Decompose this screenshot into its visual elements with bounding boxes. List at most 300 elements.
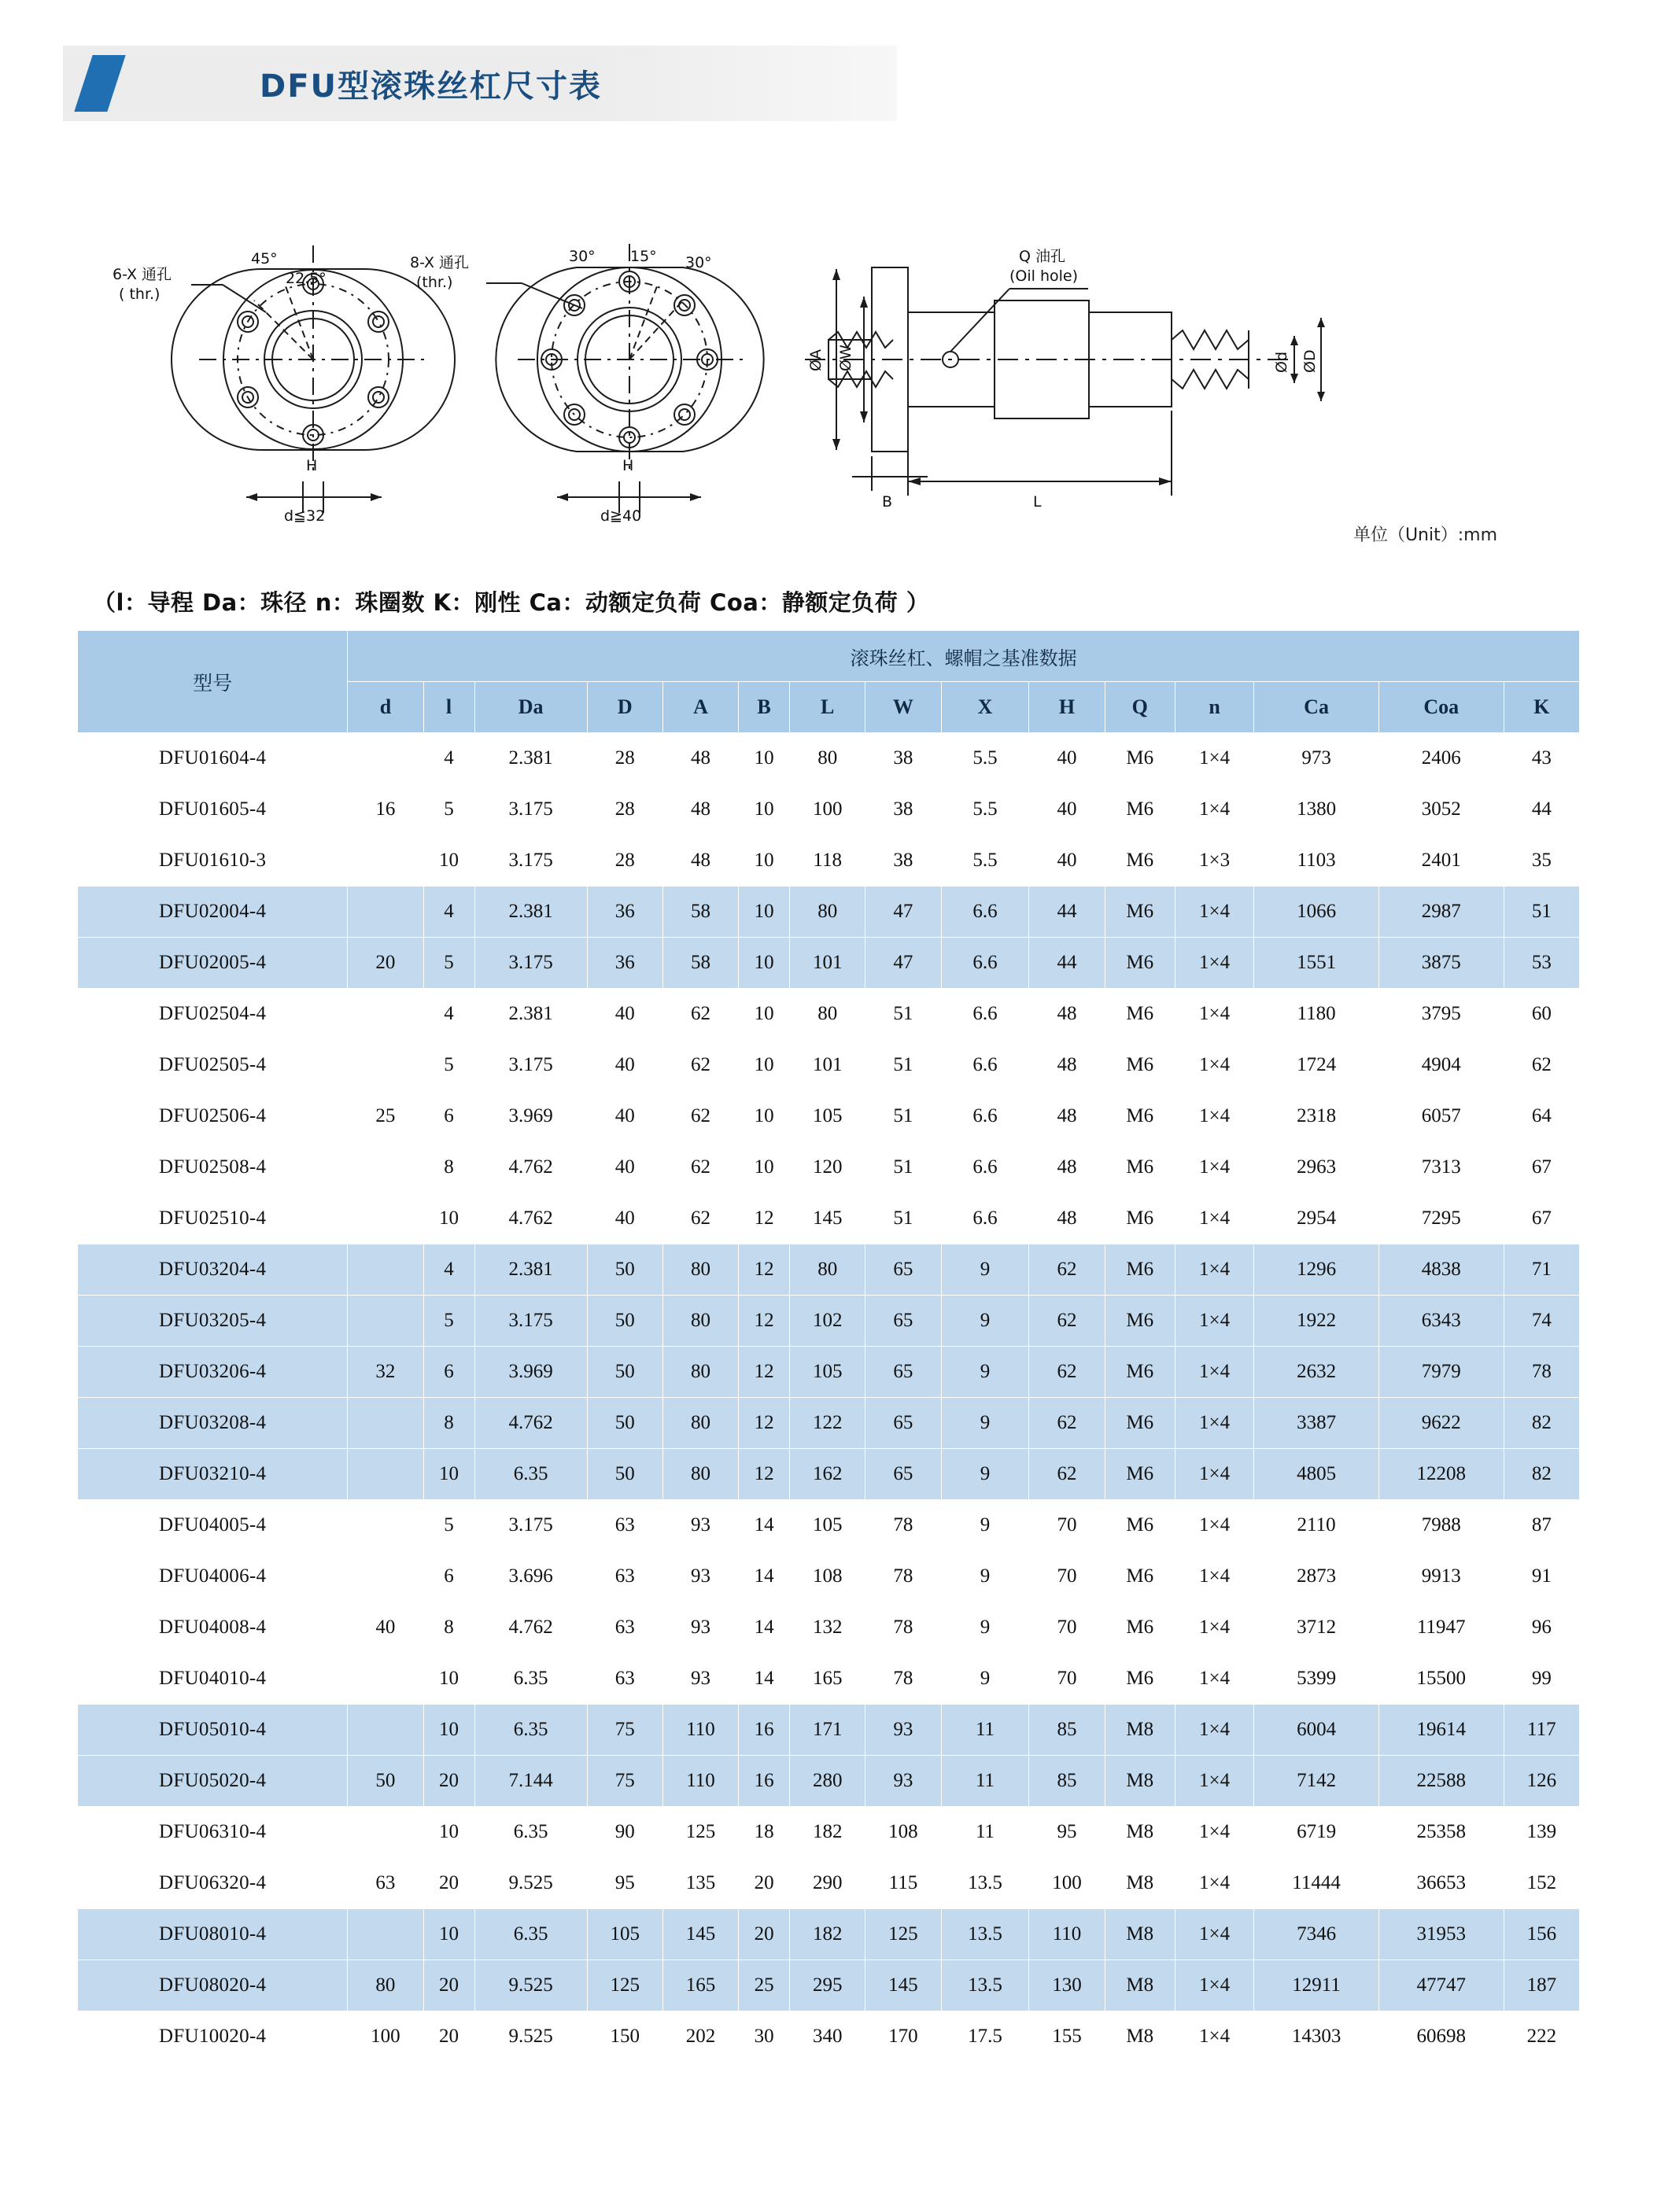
- cell-L: 165: [790, 1653, 865, 1705]
- cell-H: 62: [1029, 1449, 1105, 1500]
- cell-X: 11: [941, 1807, 1029, 1858]
- cell-A: 58: [662, 887, 738, 938]
- cell-L: 105: [790, 1347, 865, 1398]
- cell-A: 110: [662, 1756, 738, 1807]
- cell-K: 60: [1504, 989, 1579, 1040]
- table-row: [78, 1244, 1580, 1296]
- cell-model: DFU03205-4: [78, 1296, 348, 1347]
- cell-X: 6.6: [941, 887, 1029, 938]
- cell-W: 47: [865, 887, 941, 938]
- cell-K: 187: [1504, 1960, 1579, 2011]
- cell-D: 63: [587, 1602, 662, 1653]
- cell-A: 48: [662, 733, 738, 784]
- cell-K: 35: [1504, 835, 1579, 887]
- cell-H: 48: [1029, 1091, 1105, 1142]
- cell-B: 16: [739, 1756, 790, 1807]
- table-row: [78, 1705, 1580, 1756]
- cell-X: 9: [941, 1398, 1029, 1449]
- cell-Ca: 1180: [1254, 989, 1379, 1040]
- cell-L: 80: [790, 989, 865, 1040]
- table-row: [78, 1347, 1580, 1398]
- unit-note: 单位（Unit）:mm: [1353, 525, 1497, 545]
- cell-K: 74: [1504, 1296, 1579, 1347]
- cell-Q: M6: [1105, 1602, 1175, 1653]
- cell-A: 80: [662, 1244, 738, 1296]
- cell-Da: 9.525: [474, 1960, 587, 2011]
- cell-B: 14: [739, 1653, 790, 1705]
- cell-Coa: 7313: [1378, 1142, 1504, 1193]
- cell-H: 95: [1029, 1807, 1105, 1858]
- cell-l: 10: [423, 1653, 474, 1705]
- table-row: [78, 887, 1580, 938]
- cell-Da: 4.762: [474, 1193, 587, 1244]
- cell-B: 12: [739, 1398, 790, 1449]
- table-row: [78, 1653, 1580, 1705]
- technical-drawing: [97, 151, 1560, 568]
- cell-B: 20: [739, 1858, 790, 1909]
- cell-d: [348, 1244, 423, 1296]
- cell-Da: 6.35: [474, 1909, 587, 1960]
- cell-X: 13.5: [941, 1909, 1029, 1960]
- cell-W: 65: [865, 1347, 941, 1398]
- table-row: [78, 1091, 1580, 1142]
- cell-Ca: 3712: [1254, 1602, 1379, 1653]
- cell-W: 93: [865, 1756, 941, 1807]
- cell-X: 5.5: [941, 733, 1029, 784]
- cell-L: 108: [790, 1551, 865, 1602]
- cell-Da: 7.144: [474, 1756, 587, 1807]
- table-row: [78, 1500, 1580, 1551]
- cell-Coa: 7979: [1378, 1347, 1504, 1398]
- cell-Ca: 5399: [1254, 1653, 1379, 1705]
- cell-Da: 3.175: [474, 1500, 587, 1551]
- cell-K: 82: [1504, 1449, 1579, 1500]
- cell-Coa: 25358: [1378, 1807, 1504, 1858]
- label-dia-W: ØW: [837, 345, 854, 371]
- cell-Coa: 3875: [1378, 938, 1504, 989]
- cell-model: DFU01604-4: [78, 733, 348, 784]
- cell-D: 40: [587, 1193, 662, 1244]
- cell-X: 11: [941, 1756, 1029, 1807]
- cell-A: 80: [662, 1296, 738, 1347]
- cell-n: 1×4: [1175, 1602, 1253, 1653]
- cell-Ca: 2963: [1254, 1142, 1379, 1193]
- label-dia-D: ØD: [1301, 349, 1319, 373]
- cell-model: DFU05010-4: [78, 1705, 348, 1756]
- cell-H: 48: [1029, 1193, 1105, 1244]
- cell-Ca: 1380: [1254, 784, 1379, 835]
- cell-W: 51: [865, 1040, 941, 1091]
- cell-H: 40: [1029, 733, 1105, 784]
- cell-K: 87: [1504, 1500, 1579, 1551]
- cell-K: 43: [1504, 733, 1579, 784]
- cell-Da: 4.762: [474, 1142, 587, 1193]
- cell-Ca: 1103: [1254, 835, 1379, 887]
- cell-Ca: 14303: [1254, 2011, 1379, 2063]
- cell-d: [348, 1653, 423, 1705]
- cell-l: 10: [423, 1193, 474, 1244]
- table-head: [78, 631, 1580, 733]
- label-angle-30a: 30°: [569, 248, 596, 265]
- cell-n: 1×3: [1175, 835, 1253, 887]
- cell-Q: M6: [1105, 835, 1175, 887]
- cell-l: 4: [423, 887, 474, 938]
- label-angle-15: 15°: [630, 248, 657, 265]
- cell-B: 12: [739, 1296, 790, 1347]
- cell-D: 50: [587, 1449, 662, 1500]
- cell-Da: 4.762: [474, 1398, 587, 1449]
- cell-L: 132: [790, 1602, 865, 1653]
- cell-Q: M8: [1105, 1909, 1175, 1960]
- cell-l: 5: [423, 1500, 474, 1551]
- cell-model: DFU10020-4: [78, 2011, 348, 2063]
- cell-l: 6: [423, 1551, 474, 1602]
- cell-model: DFU01610-3: [78, 835, 348, 887]
- cell-W: 65: [865, 1244, 941, 1296]
- cell-Ca: 2632: [1254, 1347, 1379, 1398]
- cell-K: 71: [1504, 1244, 1579, 1296]
- cell-d: [348, 1705, 423, 1756]
- cell-model: DFU02505-4: [78, 1040, 348, 1091]
- col-Coa: Coa: [1378, 682, 1504, 733]
- cell-Da: 3.969: [474, 1347, 587, 1398]
- cell-A: 62: [662, 989, 738, 1040]
- table-row: [78, 1296, 1580, 1347]
- cell-model: DFU04008-4: [78, 1602, 348, 1653]
- label-angle-30b: 30°: [685, 254, 712, 271]
- cell-Coa: 47747: [1378, 1960, 1504, 2011]
- label-angle-45: 45°: [251, 250, 278, 267]
- cell-A: 48: [662, 835, 738, 887]
- cell-n: 1×4: [1175, 1244, 1253, 1296]
- cell-H: 62: [1029, 1398, 1105, 1449]
- cell-d: [348, 835, 423, 887]
- cell-n: 1×4: [1175, 887, 1253, 938]
- cell-W: 170: [865, 2011, 941, 2063]
- cell-D: 50: [587, 1296, 662, 1347]
- cell-l: 4: [423, 733, 474, 784]
- cell-L: 101: [790, 938, 865, 989]
- cell-Q: M6: [1105, 1193, 1175, 1244]
- cell-Ca: 12911: [1254, 1960, 1379, 2011]
- cell-Coa: 12208: [1378, 1449, 1504, 1500]
- table-row: [78, 1960, 1580, 2011]
- cell-Q: M6: [1105, 1347, 1175, 1398]
- cell-n: 1×4: [1175, 1705, 1253, 1756]
- cell-Da: 2.381: [474, 887, 587, 938]
- cell-H: 85: [1029, 1705, 1105, 1756]
- cell-Ca: 2954: [1254, 1193, 1379, 1244]
- cell-W: 65: [865, 1296, 941, 1347]
- cell-A: 80: [662, 1398, 738, 1449]
- cell-W: 93: [865, 1705, 941, 1756]
- cell-Da: 2.381: [474, 1244, 587, 1296]
- cell-L: 100: [790, 784, 865, 835]
- cell-H: 44: [1029, 938, 1105, 989]
- cell-X: 9: [941, 1449, 1029, 1500]
- table-row: [78, 938, 1580, 989]
- cell-L: 122: [790, 1398, 865, 1449]
- cell-L: 120: [790, 1142, 865, 1193]
- cell-Da: 2.381: [474, 733, 587, 784]
- cell-D: 105: [587, 1909, 662, 1960]
- cell-X: 6.6: [941, 1193, 1029, 1244]
- header-data-group: 滚珠丝杠、螺帽之基准数据: [348, 631, 1580, 682]
- col-L: L: [790, 682, 865, 733]
- cell-X: 6.6: [941, 1091, 1029, 1142]
- cell-B: 14: [739, 1602, 790, 1653]
- cell-Da: 6.35: [474, 1653, 587, 1705]
- document-page: [0, 46, 1657, 2212]
- cell-model: DFU05020-4: [78, 1756, 348, 1807]
- cell-Coa: 60698: [1378, 2011, 1504, 2063]
- cell-X: 5.5: [941, 835, 1029, 887]
- cell-W: 125: [865, 1909, 941, 1960]
- cell-D: 40: [587, 1040, 662, 1091]
- cell-model: DFU03204-4: [78, 1244, 348, 1296]
- table-row: [78, 1398, 1580, 1449]
- cell-B: 12: [739, 1244, 790, 1296]
- cell-D: 63: [587, 1653, 662, 1705]
- col-Ca: Ca: [1254, 682, 1379, 733]
- cell-D: 63: [587, 1500, 662, 1551]
- cell-W: 78: [865, 1551, 941, 1602]
- table-row: [78, 1602, 1580, 1653]
- cell-Ca: 11444: [1254, 1858, 1379, 1909]
- cell-K: 51: [1504, 887, 1579, 938]
- col-A: A: [662, 682, 738, 733]
- cell-B: 10: [739, 733, 790, 784]
- cell-l: 4: [423, 1244, 474, 1296]
- cell-Q: M8: [1105, 1807, 1175, 1858]
- table-row: [78, 1807, 1580, 1858]
- cell-l: 5: [423, 784, 474, 835]
- cell-d: [348, 1449, 423, 1500]
- cell-d: [348, 733, 423, 784]
- cell-Ca: 6719: [1254, 1807, 1379, 1858]
- cell-Q: M6: [1105, 1244, 1175, 1296]
- cell-B: 25: [739, 1960, 790, 2011]
- cell-l: 10: [423, 835, 474, 887]
- cell-B: 10: [739, 1142, 790, 1193]
- cell-model: DFU06320-4: [78, 1858, 348, 1909]
- cell-n: 1×4: [1175, 1449, 1253, 1500]
- cell-D: 75: [587, 1756, 662, 1807]
- cell-Q: M8: [1105, 1756, 1175, 1807]
- cell-Da: 3.175: [474, 835, 587, 887]
- cell-H: 70: [1029, 1551, 1105, 1602]
- cell-X: 9: [941, 1551, 1029, 1602]
- cell-H: 48: [1029, 1142, 1105, 1193]
- cell-Ca: 6004: [1254, 1705, 1379, 1756]
- cell-n: 1×4: [1175, 2011, 1253, 2063]
- cell-L: 162: [790, 1449, 865, 1500]
- cell-l: 20: [423, 1858, 474, 1909]
- cell-n: 1×4: [1175, 1653, 1253, 1705]
- cell-Coa: 9913: [1378, 1551, 1504, 1602]
- cell-D: 28: [587, 733, 662, 784]
- cell-d: 100: [348, 2011, 423, 2063]
- cell-A: 110: [662, 1705, 738, 1756]
- cell-B: 12: [739, 1449, 790, 1500]
- cell-n: 1×4: [1175, 1193, 1253, 1244]
- table-row: [78, 784, 1580, 835]
- cell-l: 6: [423, 1091, 474, 1142]
- cell-model: DFU03206-4: [78, 1347, 348, 1398]
- cell-d: 63: [348, 1858, 423, 1909]
- cell-L: 340: [790, 2011, 865, 2063]
- cell-Q: M6: [1105, 1653, 1175, 1705]
- cell-W: 65: [865, 1449, 941, 1500]
- col-n: n: [1175, 682, 1253, 733]
- cell-X: 6.6: [941, 1040, 1029, 1091]
- cell-d: [348, 1142, 423, 1193]
- cell-l: 6: [423, 1347, 474, 1398]
- table-row: [78, 1449, 1580, 1500]
- cell-Ca: 1551: [1254, 938, 1379, 989]
- cell-K: 53: [1504, 938, 1579, 989]
- cell-K: 64: [1504, 1091, 1579, 1142]
- cell-A: 165: [662, 1960, 738, 2011]
- cell-D: 95: [587, 1858, 662, 1909]
- cell-d: [348, 1909, 423, 1960]
- cell-D: 40: [587, 989, 662, 1040]
- cell-Da: 4.762: [474, 1602, 587, 1653]
- cell-B: 10: [739, 1091, 790, 1142]
- cell-Q: M6: [1105, 1296, 1175, 1347]
- cell-A: 48: [662, 784, 738, 835]
- cell-A: 93: [662, 1500, 738, 1551]
- cell-n: 1×4: [1175, 1756, 1253, 1807]
- cell-W: 78: [865, 1602, 941, 1653]
- cell-H: 155: [1029, 2011, 1105, 2063]
- cell-n: 1×4: [1175, 1091, 1253, 1142]
- cell-B: 10: [739, 989, 790, 1040]
- cell-Coa: 2406: [1378, 733, 1504, 784]
- cell-X: 5.5: [941, 784, 1029, 835]
- cell-Coa: 19614: [1378, 1705, 1504, 1756]
- cell-H: 48: [1029, 1040, 1105, 1091]
- cell-A: 93: [662, 1551, 738, 1602]
- cell-model: DFU02504-4: [78, 989, 348, 1040]
- cell-l: 8: [423, 1602, 474, 1653]
- cell-K: 117: [1504, 1705, 1579, 1756]
- cell-X: 13.5: [941, 1960, 1029, 2011]
- cell-model: DFU04005-4: [78, 1500, 348, 1551]
- cell-Q: M8: [1105, 1960, 1175, 2011]
- cell-X: 9: [941, 1653, 1029, 1705]
- cell-D: 50: [587, 1244, 662, 1296]
- cell-W: 115: [865, 1858, 941, 1909]
- label-angle-22-5: 22.5°: [286, 270, 327, 287]
- cell-n: 1×4: [1175, 1347, 1253, 1398]
- cell-model: DFU03210-4: [78, 1449, 348, 1500]
- cell-Q: M6: [1105, 938, 1175, 989]
- cell-K: 67: [1504, 1142, 1579, 1193]
- cell-Ca: 7346: [1254, 1909, 1379, 1960]
- cell-L: 80: [790, 1244, 865, 1296]
- cell-X: 6.6: [941, 989, 1029, 1040]
- col-d: d: [348, 682, 423, 733]
- cell-d: [348, 1040, 423, 1091]
- cell-d: 20: [348, 938, 423, 989]
- cell-B: 10: [739, 835, 790, 887]
- cell-model: DFU04006-4: [78, 1551, 348, 1602]
- cell-H: 85: [1029, 1756, 1105, 1807]
- cell-l: 5: [423, 1040, 474, 1091]
- cell-Da: 9.525: [474, 2011, 587, 2063]
- cell-W: 51: [865, 1142, 941, 1193]
- cell-L: 182: [790, 1807, 865, 1858]
- cell-model: DFU03208-4: [78, 1398, 348, 1449]
- cell-K: 67: [1504, 1193, 1579, 1244]
- cell-L: 80: [790, 887, 865, 938]
- cell-l: 4: [423, 989, 474, 1040]
- cell-A: 62: [662, 1142, 738, 1193]
- cell-Q: M6: [1105, 1449, 1175, 1500]
- cell-L: 105: [790, 1091, 865, 1142]
- cell-Q: M6: [1105, 989, 1175, 1040]
- cell-H: 62: [1029, 1244, 1105, 1296]
- cell-d: [348, 1398, 423, 1449]
- label-mid-holes-line1: 8-X 通孔: [410, 254, 470, 271]
- cell-A: 62: [662, 1040, 738, 1091]
- label-L: L: [1033, 493, 1042, 511]
- cell-Ca: 973: [1254, 733, 1379, 784]
- cell-W: 145: [865, 1960, 941, 2011]
- cell-Da: 3.175: [474, 1296, 587, 1347]
- label-H-left: H: [306, 457, 318, 474]
- col-l: l: [423, 682, 474, 733]
- cell-Q: M6: [1105, 1142, 1175, 1193]
- table-row: [78, 2011, 1580, 2063]
- label-d-le-32: d≦32: [284, 507, 326, 525]
- cell-Q: M6: [1105, 733, 1175, 784]
- cell-B: 10: [739, 938, 790, 989]
- cell-n: 1×4: [1175, 733, 1253, 784]
- cell-l: 10: [423, 1909, 474, 1960]
- cell-Coa: 9622: [1378, 1398, 1504, 1449]
- label-B: B: [882, 493, 893, 511]
- cell-n: 1×4: [1175, 784, 1253, 835]
- cell-d: [348, 989, 423, 1040]
- cell-K: 78: [1504, 1347, 1579, 1398]
- cell-n: 1×4: [1175, 1500, 1253, 1551]
- cell-W: 78: [865, 1500, 941, 1551]
- cell-d: 25: [348, 1091, 423, 1142]
- cell-B: 12: [739, 1193, 790, 1244]
- cell-Da: 6.35: [474, 1807, 587, 1858]
- cell-model: DFU02506-4: [78, 1091, 348, 1142]
- cell-n: 1×4: [1175, 938, 1253, 989]
- cell-Ca: 1066: [1254, 887, 1379, 938]
- cell-Coa: 3052: [1378, 784, 1504, 835]
- cell-l: 20: [423, 2011, 474, 2063]
- cell-d: 80: [348, 1960, 423, 2011]
- label-mid-holes-line2: (thr.): [416, 274, 453, 291]
- cell-W: 38: [865, 784, 941, 835]
- cell-l: 8: [423, 1142, 474, 1193]
- cell-l: 8: [423, 1398, 474, 1449]
- cell-L: 171: [790, 1705, 865, 1756]
- col-X: X: [941, 682, 1029, 733]
- cell-H: 130: [1029, 1960, 1105, 2011]
- col-W: W: [865, 682, 941, 733]
- col-K: K: [1504, 682, 1579, 733]
- cell-n: 1×4: [1175, 1960, 1253, 2011]
- cell-X: 6.6: [941, 1142, 1029, 1193]
- cell-n: 1×4: [1175, 1551, 1253, 1602]
